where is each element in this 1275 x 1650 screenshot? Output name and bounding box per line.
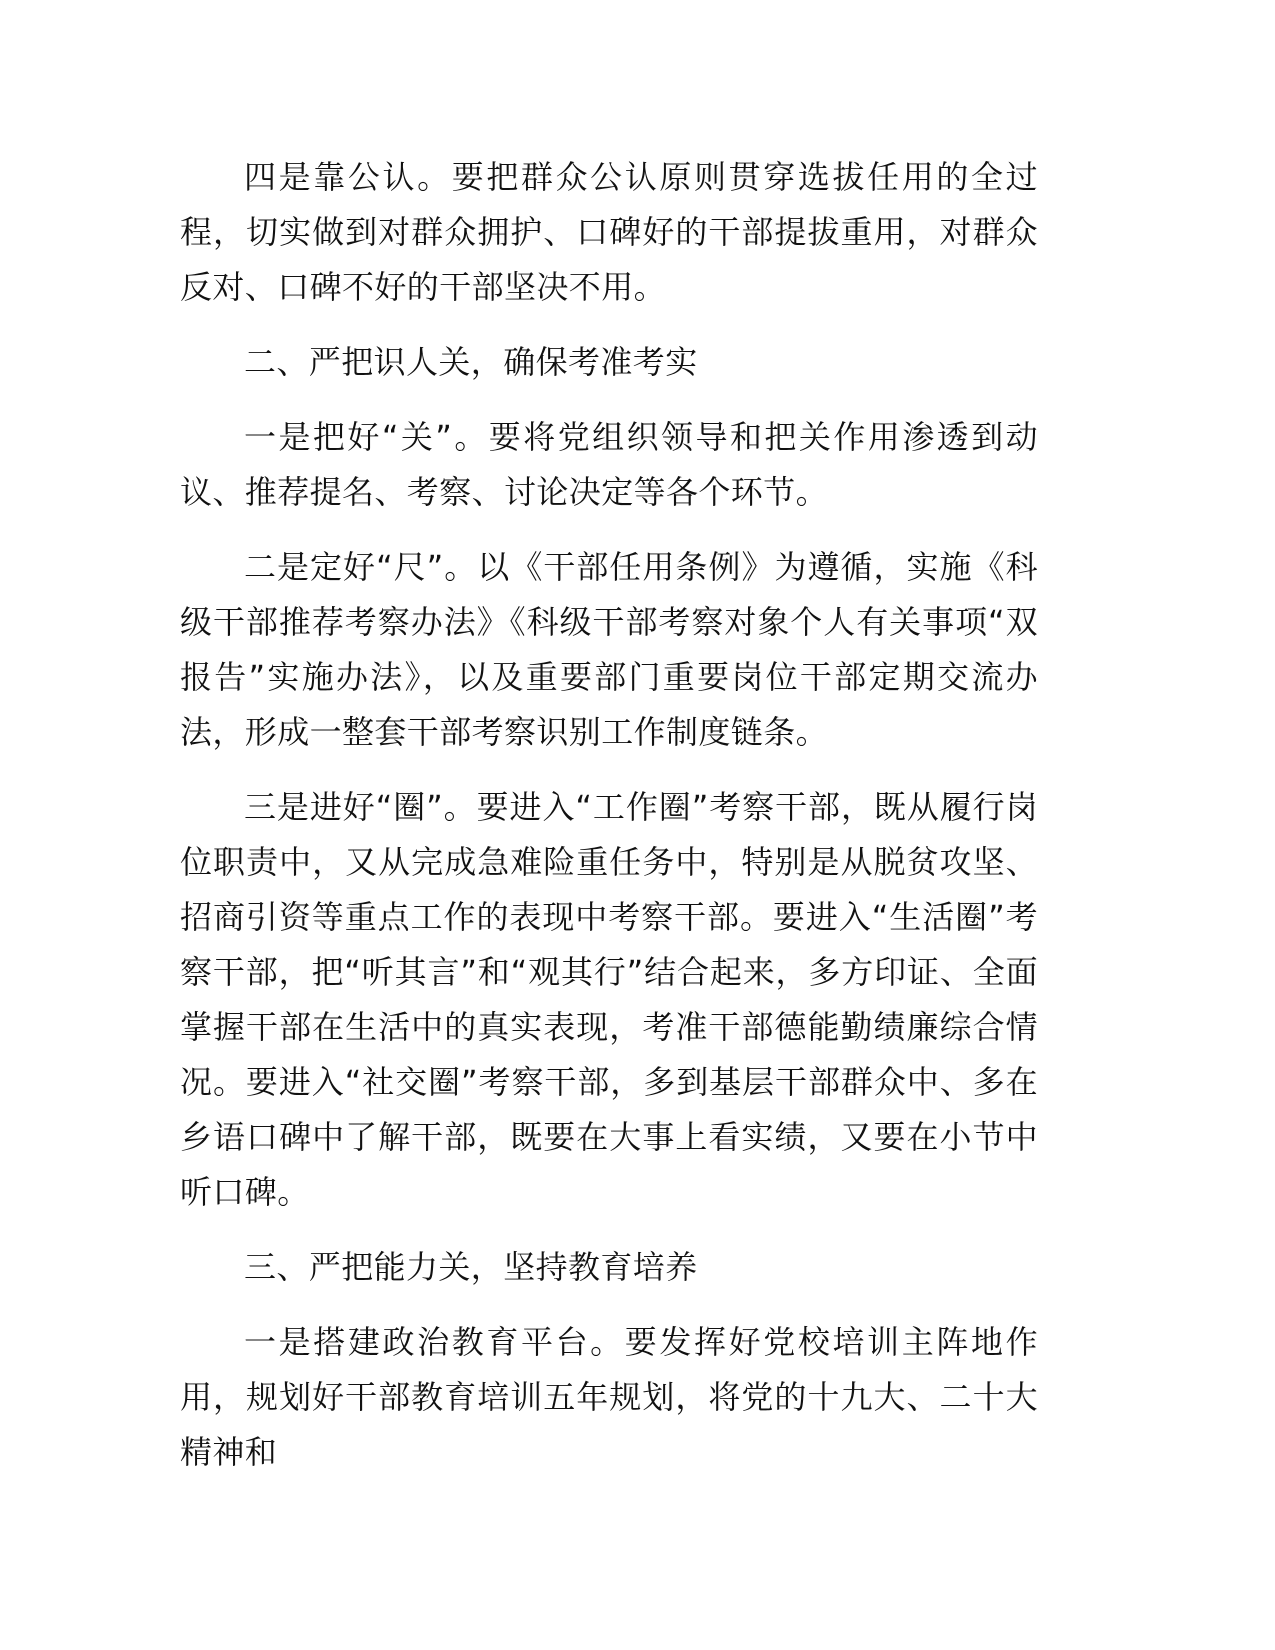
paragraph-political-education: 一是搭建政治教育平台。要发挥好党校培训主阵地作用，规划好干部教育培训五年规划，将党的十九大、二十大精神和 <box>180 1323 1038 1471</box>
paragraph-standard: 二是定好“尺”。以《干部任用条例》为遵循，实施《科级干部推荐考察办法》《科级干部考察对象个人有关事项“双报告”实施办法》，以及重要部门重要岗位干部定期交流办法，形成一整套干部考察识别工作制度链条。 <box>180 548 1038 751</box>
paragraph-public-recognition: 四是靠公认。要把群众公认原则贯穿选拔任用的全过程，切实做到对群众拥护、口碑好的干部提拔重用，对群众反对、口碑不好的干部坚决不用。 <box>180 158 1038 306</box>
section-heading-2: 二、严把识人关，确保考准考实 <box>244 343 698 381</box>
paragraph-checkpoint: 一是把好“关”。要将党组织领导和把关作用渗透到动议、推荐提名、考察、讨论决定等各个环节。 <box>180 418 1038 511</box>
section-heading-3: 三、严把能力关，坚持教育培养 <box>244 1248 698 1286</box>
paragraph-circles: 三是进好“圈”。要进入“工作圈”考察干部，既从履行岗位职责中，又从完成急难险重任务中，特别是从脱贫攻坚、招商引资等重点工作的表现中考察干部。要进入“生活圈”考察干部，把“听其言”和“观其行”结合起来，多方印证、全面掌握干部在生活中的真实表现，考准干部德能勤绩廉综合情况。要进入“社交圈”考察干部，多到基层干部群众中、多在乡语口碑中了解干部，既要在大事上看实绩，又要在小节中听口碑。 <box>180 788 1038 1211</box>
document-body <box>180 150 1038 1500</box>
